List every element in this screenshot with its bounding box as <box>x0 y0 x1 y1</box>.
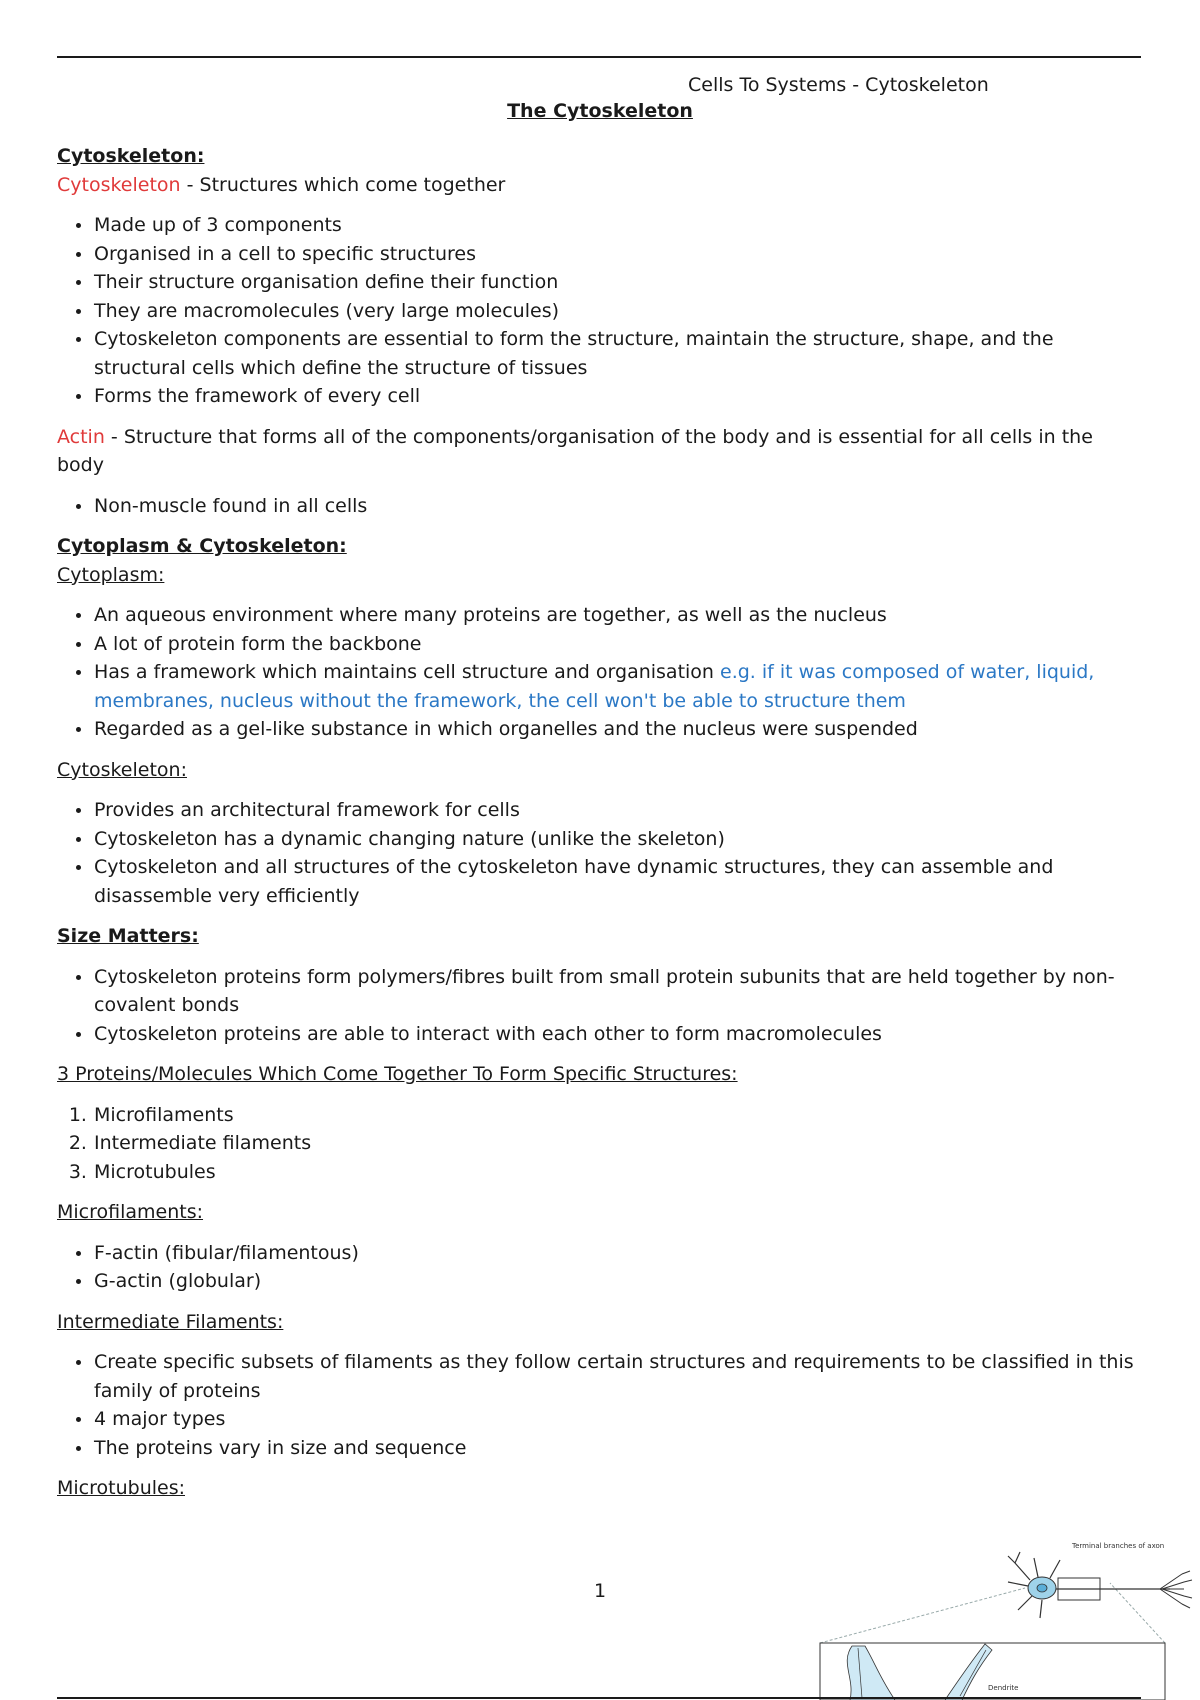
list-item: • Cytoskeleton has a dynamic changing nature (unlike the skeleton) <box>93 825 1137 854</box>
bullet-list-actin <box>57 492 1137 521</box>
section-heading-size-matters: Size Matters: <box>57 925 199 947</box>
bullet-list-cytoskeleton-properties <box>57 796 1137 910</box>
list-item-text: Has a framework which maintains cell structure and organisation <box>94 661 721 683</box>
subheading-cytoskeleton: Cytoskeleton: <box>57 758 187 781</box>
example-note: e.g. if it was composed of water, liquid, membranes, nucleus without the framework, the cell won't be able to structure them <box>94 661 1095 712</box>
list-item: • Their structure organisation define their function <box>93 268 1137 297</box>
list-item: • A lot of protein form the backbone <box>93 630 1137 659</box>
footer-rule <box>57 1697 1141 1699</box>
bullet-list-cytoskeleton <box>57 211 1137 411</box>
document-title: The Cytoskeleton <box>507 100 693 122</box>
list-item: • 4 major types <box>93 1405 1137 1434</box>
definition-actin <box>57 423 1137 480</box>
list-item: 3. Microtubules <box>93 1158 1137 1187</box>
bullet-list-cytoplasm <box>57 601 1137 744</box>
subheading-microfilaments: Microfilaments: <box>57 1201 204 1223</box>
list-item: • Cytoskeleton proteins form polymers/fibres built from small protein subunits that are held together by non-covalent bonds <box>93 963 1137 1020</box>
definition-text: - Structure that forms all of the components/organisation of the body and is essential for all cells in the body <box>57 425 1093 476</box>
list-item: • Provides an architectural framework for cells <box>93 796 1137 825</box>
list-item: • Made up of 3 components <box>93 211 1137 240</box>
list-item: • The proteins vary in size and sequence <box>93 1434 1137 1463</box>
term-actin: Actin <box>57 425 105 448</box>
page-number: 1 <box>593 1580 607 1602</box>
subheading-cytoplasm: Cytoplasm: <box>57 563 165 586</box>
definition-text: - Structures which come together <box>180 173 506 196</box>
subheading-intermediate-filaments: Intermediate Filaments: <box>57 1310 284 1333</box>
list-item: 1. Microfilaments <box>93 1101 1137 1130</box>
list-item: • Cytoskeleton and all structures of the cytoskeleton have dynamic structures, they can assemble and disassemble very efficiently <box>93 853 1137 910</box>
list-item: • Cytoskeleton components are essential to form the structure, maintain the structure, shape, and the structural cells which define the structure of tissues <box>93 325 1137 382</box>
section-heading-cytoplasm-cytoskeleton: Cytoplasm & Cytoskeleton: <box>57 535 347 557</box>
subheading-microtubules: Microtubules: <box>57 1477 185 1499</box>
running-header: Cells To Systems - Cytoskeleton <box>688 74 989 96</box>
section-heading-cytoskeleton: Cytoskeleton: <box>57 145 205 167</box>
bullet-list-microfilaments <box>57 1239 1137 1296</box>
list-item: 2. Intermediate filaments <box>93 1129 1137 1158</box>
list-item: • Create specific subsets of filaments as they follow certain structures and requirements to be classified in this family of proteins <box>93 1348 1137 1405</box>
list-item <box>93 658 1137 715</box>
list-item: • Organised in a cell to specific structures <box>93 240 1137 269</box>
document-body <box>57 142 1137 1503</box>
term-cytoskeleton: Cytoskeleton <box>57 173 181 196</box>
list-item: • Non-muscle found in all cells <box>93 492 1137 521</box>
list-item: • An aqueous environment where many proteins are together, as well as the nucleus <box>93 601 1137 630</box>
list-item: • Cytoskeleton proteins are able to interact with each other to form macromolecules <box>93 1020 1137 1049</box>
list-item: • Regarded as a gel-like substance in which organelles and the nucleus were suspended <box>93 715 1137 744</box>
subheading-three-proteins: 3 Proteins/Molecules Which Come Together To Form Specific Structures: <box>57 1063 738 1085</box>
list-item: • F-actin (fibular/filamentous) <box>93 1239 1137 1268</box>
list-item: • They are macromolecules (very large molecules) <box>93 297 1137 326</box>
figure-label-dendrite: Dendrite <box>988 1684 1019 1692</box>
definition-cytoskeleton <box>57 171 1137 200</box>
neuron-diagram <box>810 1538 1200 1700</box>
bullet-list-size <box>57 963 1137 1049</box>
numbered-list-proteins <box>57 1101 1137 1187</box>
list-item: • G-actin (globular) <box>93 1267 1137 1296</box>
list-item: • Forms the framework of every cell <box>93 382 1137 411</box>
header-rule <box>57 56 1141 58</box>
bullet-list-intermediate <box>57 1348 1137 1462</box>
figure-label-terminal: Terminal branches of axon <box>1072 1542 1165 1550</box>
